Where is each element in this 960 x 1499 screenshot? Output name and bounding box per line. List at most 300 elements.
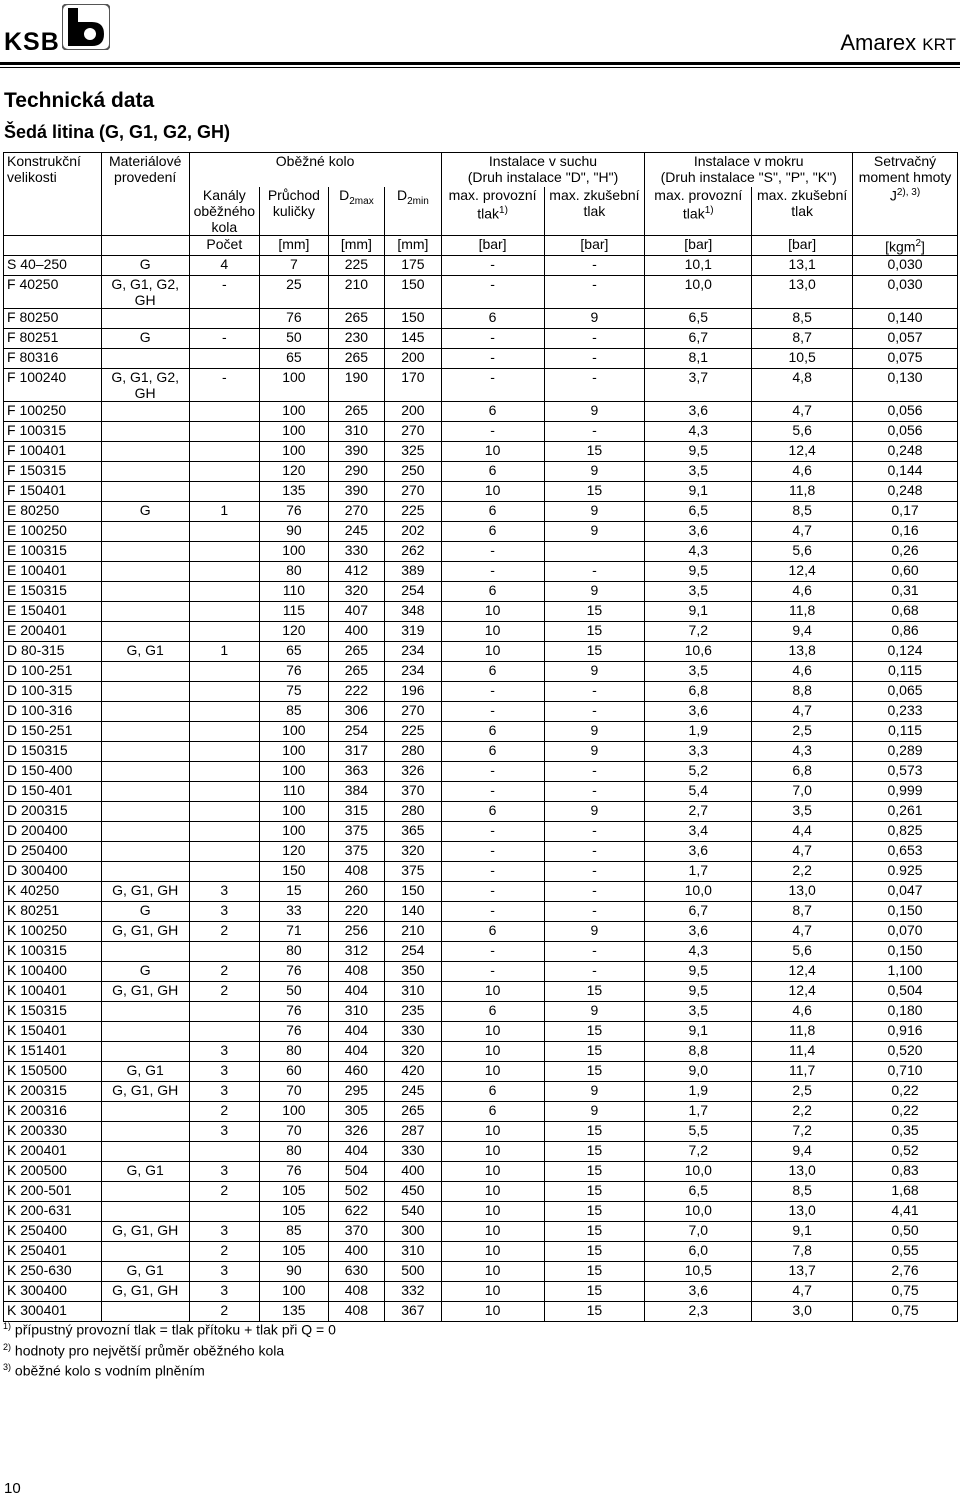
table-cell: K 40250 xyxy=(4,881,102,901)
header-dry-max-op: max. provozní tlak$^{1)}$ xyxy=(441,187,544,236)
table-cell: 245 xyxy=(328,521,384,541)
table-cell: 408 xyxy=(328,1281,384,1301)
table-cell: 71 xyxy=(260,921,329,941)
table-cell: - xyxy=(544,348,645,368)
table-cell: 11,7 xyxy=(752,1061,853,1081)
table-row xyxy=(4,1041,958,1061)
table-cell: 0,68 xyxy=(853,601,958,621)
table-cell: 5,5 xyxy=(645,1121,752,1141)
table-cell: 4,3 xyxy=(752,741,853,761)
table-cell: 502 xyxy=(328,1181,384,1201)
table-cell xyxy=(101,841,189,861)
table-cell: 504 xyxy=(328,1161,384,1181)
table-cell: 350 xyxy=(385,961,442,981)
table-cell: 105 xyxy=(260,1241,329,1261)
table-cell: 9 xyxy=(544,661,645,681)
table-cell: E 150401 xyxy=(4,601,102,621)
table-cell xyxy=(189,721,260,741)
table-cell: 120 xyxy=(260,461,329,481)
table-row xyxy=(4,1101,958,1121)
table-cell: 0,056 xyxy=(853,401,958,421)
table-cell: 150 xyxy=(385,275,442,308)
table-cell: G, G1, GH xyxy=(101,1081,189,1101)
product-name: Amarex KRT xyxy=(840,30,956,55)
table-row xyxy=(4,1221,958,1241)
table-cell: 2 xyxy=(189,981,260,1001)
table-cell: 4 xyxy=(189,255,260,275)
table-cell: 9,4 xyxy=(752,621,853,641)
table-cell: 12,4 xyxy=(752,961,853,981)
table-cell: 0,124 xyxy=(853,641,958,661)
table-cell: 3 xyxy=(189,881,260,901)
table-cell xyxy=(101,1041,189,1061)
table-cell xyxy=(101,801,189,821)
table-cell: 15 xyxy=(544,1241,645,1261)
page-header xyxy=(0,0,960,66)
table-cell: 105 xyxy=(260,1201,329,1221)
table-cell: K 100250 xyxy=(4,921,102,941)
table-cell: 2,2 xyxy=(752,1101,853,1121)
table-cell: K 151401 xyxy=(4,1041,102,1061)
table-cell: 10 xyxy=(441,1201,544,1221)
table-cell xyxy=(189,401,260,421)
table-cell: 0.925 xyxy=(853,861,958,881)
table-cell xyxy=(101,721,189,741)
table-row xyxy=(4,921,958,941)
table-cell xyxy=(189,741,260,761)
table-cell: K 200315 xyxy=(4,1081,102,1101)
table-cell: 12,4 xyxy=(752,441,853,461)
table-cell: 10 xyxy=(441,1041,544,1061)
table-cell: 0,26 xyxy=(853,541,958,561)
table-cell: 3 xyxy=(189,1221,260,1241)
table-cell: K 80251 xyxy=(4,901,102,921)
table-row xyxy=(4,308,958,328)
table-cell: 9 xyxy=(544,308,645,328)
table-row xyxy=(4,521,958,541)
table-cell xyxy=(101,1001,189,1021)
table-cell: 9 xyxy=(544,1001,645,1021)
table-cell: 270 xyxy=(385,481,442,501)
table-cell: G, G1, GH xyxy=(101,921,189,941)
table-cell: 9 xyxy=(544,401,645,421)
table-cell: 3,0 xyxy=(752,1301,853,1321)
table-row xyxy=(4,661,958,681)
table-cell: - xyxy=(544,368,645,401)
table-cell: K 200500 xyxy=(4,1161,102,1181)
table-cell: 0,075 xyxy=(853,348,958,368)
table-cell: 12,4 xyxy=(752,561,853,581)
table-cell: K 300400 xyxy=(4,1281,102,1301)
table-cell: 3,7 xyxy=(645,368,752,401)
table-cell: 10 xyxy=(441,1261,544,1281)
table-cell xyxy=(101,761,189,781)
table-cell: 6,5 xyxy=(645,501,752,521)
table-cell: 9 xyxy=(544,1101,645,1121)
table-cell: 100 xyxy=(260,1281,329,1301)
table-cell: 375 xyxy=(328,841,384,861)
table-cell: 295 xyxy=(328,1081,384,1101)
table-cell: 1 xyxy=(189,501,260,521)
table-cell: 0,16 xyxy=(853,521,958,541)
table-cell: D 80-315 xyxy=(4,641,102,661)
table-cell: 384 xyxy=(328,781,384,801)
table-cell: 225 xyxy=(328,255,384,275)
table-cell: 2 xyxy=(189,1101,260,1121)
table-cell: 0,55 xyxy=(853,1241,958,1261)
table-cell: 363 xyxy=(328,761,384,781)
table-row xyxy=(4,541,958,561)
table-cell: 15 xyxy=(544,1161,645,1181)
table-cell: 262 xyxy=(385,541,442,561)
table-row xyxy=(4,441,958,461)
table-row xyxy=(4,761,958,781)
table-body xyxy=(4,255,958,1321)
table-cell: 0,070 xyxy=(853,921,958,941)
table-cell: 100 xyxy=(260,541,329,561)
unit-mm: [mm] xyxy=(260,236,329,256)
table-cell: 10,6 xyxy=(645,641,752,661)
table-cell: 234 xyxy=(385,641,442,661)
table-cell: 200 xyxy=(385,348,442,368)
table-cell: 7,2 xyxy=(752,1121,853,1141)
table-cell: 3 xyxy=(189,1261,260,1281)
table-cell xyxy=(189,561,260,581)
table-cell: 375 xyxy=(385,861,442,881)
table-cell: D 150-400 xyxy=(4,761,102,781)
table-cell: 10 xyxy=(441,481,544,501)
table-cell: 13,0 xyxy=(752,1161,853,1181)
table-cell: 3 xyxy=(189,1061,260,1081)
table-cell: K 250401 xyxy=(4,1241,102,1261)
table-cell: 306 xyxy=(328,701,384,721)
table-cell xyxy=(101,781,189,801)
table-cell: 15 xyxy=(544,1181,645,1201)
table-cell xyxy=(189,861,260,881)
table-cell: 15 xyxy=(544,1121,645,1141)
table-cell xyxy=(101,1121,189,1141)
table-cell: 0,233 xyxy=(853,701,958,721)
table-cell: 265 xyxy=(328,641,384,661)
table-cell: 305 xyxy=(328,1101,384,1121)
header-inertia: Setrvačný moment hmoty $J^{2), 3)}$ xyxy=(853,153,958,236)
table-cell: E 100250 xyxy=(4,521,102,541)
table-cell: 10,0 xyxy=(645,1201,752,1221)
table-cell: - xyxy=(544,275,645,308)
table-cell: 234 xyxy=(385,661,442,681)
table-cell: 254 xyxy=(385,941,442,961)
table-cell: 9,1 xyxy=(645,601,752,621)
table-cell: - xyxy=(544,841,645,861)
table-cell: 6 xyxy=(441,921,544,941)
table-cell: 2,2 xyxy=(752,861,853,881)
table-cell: 8,5 xyxy=(752,1181,853,1201)
table-row xyxy=(4,621,958,641)
table-cell: 7,0 xyxy=(752,781,853,801)
table-row xyxy=(4,901,958,921)
table-cell: 10 xyxy=(441,621,544,641)
table-cell: 11,8 xyxy=(752,1021,853,1041)
table-cell: 326 xyxy=(385,761,442,781)
table-cell: F 100250 xyxy=(4,401,102,421)
table-cell: - xyxy=(441,861,544,881)
table-cell: 13,0 xyxy=(752,275,853,308)
table-cell: 33 xyxy=(260,901,329,921)
table-cell: 1,7 xyxy=(645,861,752,881)
table-cell: 9 xyxy=(544,461,645,481)
table-cell: F 40250 xyxy=(4,275,102,308)
table-row xyxy=(4,1081,958,1101)
table-cell: D 250400 xyxy=(4,841,102,861)
table-cell: 100 xyxy=(260,801,329,821)
table-row xyxy=(4,801,958,821)
table-cell: 100 xyxy=(260,368,329,401)
table-cell: 8,1 xyxy=(645,348,752,368)
table-cell: - xyxy=(441,255,544,275)
table-cell xyxy=(189,441,260,461)
unit-cell xyxy=(4,236,102,256)
table-cell: 0,17 xyxy=(853,501,958,521)
table-cell: K 200-631 xyxy=(4,1201,102,1221)
table-cell: 270 xyxy=(385,701,442,721)
table-cell: 365 xyxy=(385,821,442,841)
table-cell xyxy=(101,541,189,561)
table-row xyxy=(4,561,958,581)
table-cell: 9,5 xyxy=(645,981,752,1001)
table-cell: 0,030 xyxy=(853,255,958,275)
table-row xyxy=(4,781,958,801)
table-cell: 256 xyxy=(328,921,384,941)
table-cell: 2 xyxy=(189,1301,260,1321)
table-row xyxy=(4,328,958,348)
table-row xyxy=(4,1201,958,1221)
table-cell: G, G1, G2, GH xyxy=(101,275,189,308)
table-cell: 3 xyxy=(189,1041,260,1061)
table-cell xyxy=(101,581,189,601)
table-cell: 15 xyxy=(544,441,645,461)
table-cell: K 250-630 xyxy=(4,1261,102,1281)
table-cell: 2,7 xyxy=(645,801,752,821)
table-cell: 75 xyxy=(260,681,329,701)
table-cell: 8,7 xyxy=(752,328,853,348)
table-cell: 6 xyxy=(441,581,544,601)
table-cell: 10 xyxy=(441,1061,544,1081)
table-cell xyxy=(189,701,260,721)
table-cell: - xyxy=(544,881,645,901)
table-cell: 0,150 xyxy=(853,941,958,961)
table-cell: F 80251 xyxy=(4,328,102,348)
table-cell: 4,7 xyxy=(752,701,853,721)
table-cell: 0,573 xyxy=(853,761,958,781)
table-cell: 9,4 xyxy=(752,1141,853,1161)
table-cell: 6 xyxy=(441,501,544,521)
table-cell: 10 xyxy=(441,1021,544,1041)
table-cell: 404 xyxy=(328,981,384,1001)
table-cell: D 100-251 xyxy=(4,661,102,681)
table-cell: 0,150 xyxy=(853,901,958,921)
table-cell: 330 xyxy=(385,1021,442,1041)
table-cell: 76 xyxy=(260,1001,329,1021)
table-cell: 15 xyxy=(544,1021,645,1041)
table-cell: - xyxy=(441,348,544,368)
table-cell: 450 xyxy=(385,1181,442,1201)
table-cell: 0,261 xyxy=(853,801,958,821)
table-cell: 9 xyxy=(544,1081,645,1101)
table-cell: 2 xyxy=(189,961,260,981)
table-cell: 622 xyxy=(328,1201,384,1221)
table-row xyxy=(4,701,958,721)
table-cell: 4,8 xyxy=(752,368,853,401)
table-cell: 230 xyxy=(328,328,384,348)
table-cell: 280 xyxy=(385,741,442,761)
table-cell: 10 xyxy=(441,441,544,461)
table-cell: 0,248 xyxy=(853,441,958,461)
table-cell: 76 xyxy=(260,308,329,328)
footnote: $^{1)}$ přípustný provozní tlak = tlak přítoku + tlak při Q = 0 xyxy=(3,1321,336,1338)
table-cell: 5,2 xyxy=(645,761,752,781)
table-cell: 3,5 xyxy=(752,801,853,821)
header-dry-max-test: max. zkušební tlak xyxy=(544,187,645,236)
table-cell: - xyxy=(441,681,544,701)
table-cell: 4,7 xyxy=(752,921,853,941)
table-cell: 210 xyxy=(328,275,384,308)
table-cell: 0,115 xyxy=(853,661,958,681)
header-impeller: Oběžné kolo xyxy=(189,153,441,188)
table-cell: D 150315 xyxy=(4,741,102,761)
table-cell xyxy=(189,348,260,368)
table-cell: 50 xyxy=(260,981,329,1001)
table-cell: 0,115 xyxy=(853,721,958,741)
table-cell: 5,6 xyxy=(752,941,853,961)
header-material: Materiálové provedení xyxy=(101,153,189,236)
table-row xyxy=(4,421,958,441)
table-cell: 11,8 xyxy=(752,481,853,501)
table-cell: 0,030 xyxy=(853,275,958,308)
table-cell: 9,5 xyxy=(645,561,752,581)
table-cell: 3,5 xyxy=(645,461,752,481)
table-cell xyxy=(189,821,260,841)
table-row xyxy=(4,348,958,368)
table-cell: 7,8 xyxy=(752,1241,853,1261)
table-cell xyxy=(101,821,189,841)
table-cell: 9 xyxy=(544,921,645,941)
table-cell xyxy=(101,521,189,541)
table-cell xyxy=(101,348,189,368)
page-subtitle: Šedá litina (G, G1, G2, GH) xyxy=(4,122,231,142)
table-cell: G, G1, G2, GH xyxy=(101,368,189,401)
unit-kgm2: [kgm$^2$] xyxy=(853,236,958,256)
table-cell: 90 xyxy=(260,1261,329,1281)
table-cell: 6,5 xyxy=(645,1181,752,1201)
table-cell: 408 xyxy=(328,1301,384,1321)
table-cell: - xyxy=(189,328,260,348)
table-cell: 265 xyxy=(328,348,384,368)
table-cell: 315 xyxy=(328,801,384,821)
table-cell: 5,6 xyxy=(752,541,853,561)
table-cell: 330 xyxy=(328,541,384,561)
table-cell: G, G1, GH xyxy=(101,981,189,1001)
table-cell: 0,916 xyxy=(853,1021,958,1041)
ksb-logo-icon xyxy=(62,4,110,50)
table-cell: - xyxy=(441,541,544,561)
table-cell: 290 xyxy=(328,461,384,481)
table-cell: 2,3 xyxy=(645,1301,752,1321)
table-cell: - xyxy=(441,961,544,981)
table-cell: 6 xyxy=(441,1081,544,1101)
table-cell: 196 xyxy=(385,681,442,701)
table-cell: 3,5 xyxy=(645,581,752,601)
table-cell xyxy=(101,1141,189,1161)
table-cell xyxy=(189,1021,260,1041)
table-cell: - xyxy=(441,421,544,441)
table-cell: 100 xyxy=(260,441,329,461)
table-cell: 100 xyxy=(260,821,329,841)
table-row xyxy=(4,275,958,308)
table-cell: 3,6 xyxy=(645,521,752,541)
table-row xyxy=(4,581,958,601)
table-cell: E 80250 xyxy=(4,501,102,521)
table-cell: 6,0 xyxy=(645,1241,752,1261)
table-cell: 10 xyxy=(441,1161,544,1181)
table-cell: 265 xyxy=(328,308,384,328)
table-cell: 4,7 xyxy=(752,1281,853,1301)
table-cell: G xyxy=(101,501,189,521)
table-cell: 404 xyxy=(328,1141,384,1161)
table-cell: 330 xyxy=(385,1141,442,1161)
table-cell: 260 xyxy=(328,881,384,901)
table-cell: 90 xyxy=(260,521,329,541)
table-cell xyxy=(189,601,260,621)
table-cell: 15 xyxy=(544,1141,645,1161)
table-cell: K 200-501 xyxy=(4,1181,102,1201)
header-dry-installation: Instalace v suchu (Druh instalace "D", "H") xyxy=(441,153,645,188)
table-cell xyxy=(101,401,189,421)
table-row xyxy=(4,1021,958,1041)
table-cell: 3,6 xyxy=(645,1281,752,1301)
table-row xyxy=(4,1061,958,1081)
table-cell: - xyxy=(441,941,544,961)
table-row xyxy=(4,255,958,275)
table-cell: 2 xyxy=(189,1181,260,1201)
unit-bar: [bar] xyxy=(645,236,752,256)
table-cell: G, G1 xyxy=(101,1061,189,1081)
table-cell: 265 xyxy=(328,661,384,681)
table-cell: 10,1 xyxy=(645,255,752,275)
table-cell: 76 xyxy=(260,501,329,521)
table-cell: 202 xyxy=(385,521,442,541)
table-cell: K 200330 xyxy=(4,1121,102,1141)
table-cell: 0,60 xyxy=(853,561,958,581)
table-cell: E 150315 xyxy=(4,581,102,601)
table-row xyxy=(4,461,958,481)
table-cell: 105 xyxy=(260,1181,329,1201)
table-cell: 3,5 xyxy=(645,661,752,681)
table-cell: 6 xyxy=(441,461,544,481)
table-cell: - xyxy=(441,901,544,921)
footnote: $^{3)}$ oběžné kolo s vodním plněním xyxy=(3,1362,205,1379)
table-row xyxy=(4,368,958,401)
table-cell xyxy=(101,461,189,481)
table-cell: 8,8 xyxy=(645,1041,752,1061)
table-cell: 0,710 xyxy=(853,1061,958,1081)
table-cell: K 250400 xyxy=(4,1221,102,1241)
table-cell: - xyxy=(544,941,645,961)
table-cell: 11,4 xyxy=(752,1041,853,1061)
table-cell: 15 xyxy=(544,1201,645,1221)
table-cell xyxy=(189,461,260,481)
table-cell: 1,7 xyxy=(645,1101,752,1121)
table-row xyxy=(4,1181,958,1201)
